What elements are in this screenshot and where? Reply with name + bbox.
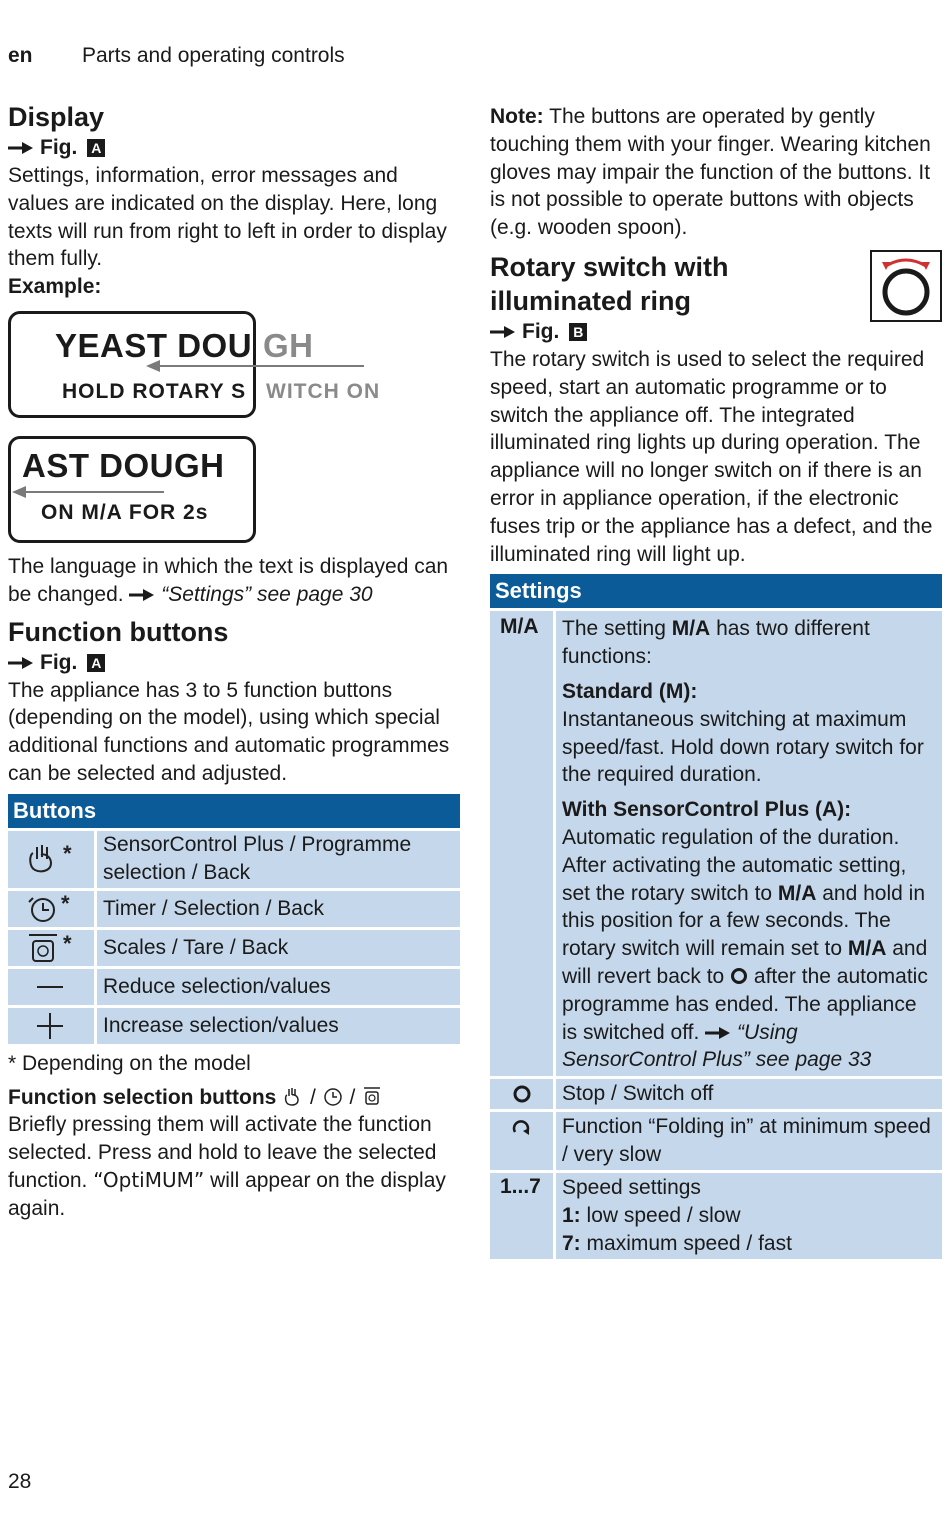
rotary-section xyxy=(490,250,942,318)
setting-description: Stop / Switch off xyxy=(556,1079,942,1109)
table-row xyxy=(490,1173,942,1259)
selection-body-text: will appear on the display again. xyxy=(8,1168,446,1220)
display-example-1 xyxy=(8,303,463,423)
setting-description xyxy=(556,611,942,1076)
language-text: The language in which the text is displayed can be changed. xyxy=(8,554,449,606)
off-circle-icon xyxy=(730,967,748,985)
right-column xyxy=(490,100,942,1259)
fig-letter-badge: B xyxy=(569,323,587,341)
rotary-heading-line: illuminated ring xyxy=(490,285,692,316)
button-description: Timer / Selection / Back xyxy=(97,891,460,927)
sensorcontrol-icon xyxy=(282,1085,304,1107)
svg-text:*: * xyxy=(63,930,72,956)
text-bold: 1: xyxy=(562,1204,581,1228)
selection-body-text: Briefly pressing them will activate the function selected. Press and hold to leave the selected function. xyxy=(8,1113,437,1192)
setting-description: Function “Folding in” at minimum speed / very slow xyxy=(556,1112,942,1170)
buttons-table-header: Buttons xyxy=(8,794,460,828)
buttons-table xyxy=(8,794,460,1044)
button-description: SensorControl Plus / Programme selection / Back xyxy=(97,831,460,888)
setting-description xyxy=(556,1173,942,1259)
sensorcontrol-icon xyxy=(8,831,94,888)
settings-page-link[interactable]: “Settings” see page 30 xyxy=(161,582,373,606)
off-circle-icon xyxy=(490,1079,553,1109)
separator: / xyxy=(310,1085,316,1109)
display-small-text: HOLD ROTARY S xyxy=(62,379,247,403)
text: maximum speed / fast xyxy=(580,1232,792,1256)
selection-heading-line xyxy=(8,1084,463,1112)
arrow-right-icon xyxy=(8,656,34,670)
svg-text:*: * xyxy=(61,892,70,916)
ma-intro xyxy=(562,615,936,671)
function-buttons-body: The appliance has 3 to 5 function buttons (depending on the model), using which special additional functions and automatic programmes can be selected and adjusted. xyxy=(8,678,450,785)
button-description: Reduce selection/values xyxy=(97,969,460,1005)
sensor-heading: With SensorControl Plus (A): xyxy=(562,798,852,822)
text: has two different functions: xyxy=(562,617,870,669)
text: after the automatic programme has ended. The appliance is switched off. xyxy=(562,964,928,1044)
display-big-text-overflow: GH xyxy=(263,326,314,364)
table-row xyxy=(8,1008,460,1044)
settings-table-header: Settings xyxy=(490,574,942,608)
selection-heading: Function selection buttons xyxy=(8,1085,277,1109)
text: and hold in this position for a few seconds. The rotary switch will remain set to xyxy=(562,881,926,961)
button-description: Scales / Tare / Back xyxy=(97,930,460,966)
scales-icon xyxy=(8,930,94,966)
table-row xyxy=(8,831,460,888)
display-small-text-overflow: WITCH ON xyxy=(266,379,381,403)
fig-letter-badge: A xyxy=(87,654,105,672)
arrow-right-icon xyxy=(8,141,34,155)
rotary-switch-icon xyxy=(870,250,942,322)
setting-key: 1...7 xyxy=(490,1173,553,1259)
note-text: The buttons are operated by gently touching them with your finger. Wearing kitchen gloves may impair the function of the buttons. It is not possible to operate buttons with objects (e.g. wooden spoon). xyxy=(490,105,931,240)
display-heading: Display xyxy=(8,102,105,132)
rotary-heading-line: Rotary switch with xyxy=(490,251,729,282)
page-number: 28 xyxy=(8,1470,32,1493)
scroll-arrow-left-icon xyxy=(12,485,164,499)
svg-text:*: * xyxy=(63,841,72,867)
speed-7 xyxy=(562,1230,936,1258)
scroll-arrow-left-icon xyxy=(146,359,364,373)
table-row xyxy=(490,611,942,1076)
table-row xyxy=(8,969,460,1005)
separator: / xyxy=(349,1085,356,1109)
table-row xyxy=(490,1079,942,1109)
text: and will revert back to xyxy=(562,937,928,988)
button-description: Increase selection/values xyxy=(97,1008,460,1044)
speed-1 xyxy=(562,1202,936,1230)
arrow-right-icon xyxy=(490,325,516,339)
fig-label: Fig. xyxy=(522,319,560,343)
arrow-right-icon xyxy=(129,588,155,602)
setting-key: M/A xyxy=(490,611,553,1076)
display-small-text: ON M/A FOR 2s xyxy=(41,500,209,524)
scales-icon xyxy=(361,1085,383,1107)
fig-label: Fig. xyxy=(40,136,78,159)
fig-label: Fig. xyxy=(40,650,78,674)
timer-icon xyxy=(8,891,94,927)
speed-title: Speed settings xyxy=(562,1176,701,1200)
selection-body xyxy=(8,1111,463,1222)
text: The setting xyxy=(562,617,672,641)
table-row xyxy=(490,1112,942,1170)
arrow-right-icon xyxy=(705,1026,731,1040)
standard-heading: Standard (M): xyxy=(562,679,698,703)
footnote: * Depending on the model xyxy=(8,1051,251,1075)
table-row xyxy=(8,891,460,927)
text-bold: M/A xyxy=(847,937,887,961)
function-fig-ref xyxy=(8,649,463,677)
settings-table xyxy=(490,574,942,1259)
text-bold: 7: xyxy=(562,1232,581,1256)
text-bold: M/A xyxy=(777,881,817,905)
left-column xyxy=(8,100,463,1223)
display-example-2 xyxy=(8,433,463,561)
minus-icon xyxy=(8,969,94,1005)
display-body: Settings, information, error messages and values are indicated on the display. Here, long texts will run from right to left in order to display them fully. xyxy=(8,164,447,271)
display-fig-ref xyxy=(8,134,463,162)
language-code: en xyxy=(8,44,33,67)
display-big-text: AST DOUGH xyxy=(22,446,225,484)
note-label: Note: xyxy=(490,105,544,128)
optimum-label: “OptiMUM” xyxy=(93,1167,205,1192)
text: Automatic regulation of the duration. After activating the automatic setting, set the rotary switch to xyxy=(562,825,907,905)
section-title: Parts and operating controls xyxy=(82,44,345,67)
text: low speed / slow xyxy=(580,1204,741,1228)
standard-body: Instantaneous switching at maximum speed/fast. Hold down rotary switch for the required duration. xyxy=(562,707,924,787)
folding-in-icon xyxy=(490,1112,553,1170)
sensor-body xyxy=(562,824,936,1074)
sensorcontrol-page-link[interactable]: “Using SensorControl Plus” see page 33 xyxy=(562,1020,872,1072)
text-bold: M/A xyxy=(671,617,711,641)
display-big-text: YEAST DOU xyxy=(55,326,253,364)
function-buttons-heading: Function buttons xyxy=(8,616,229,647)
timer-icon xyxy=(322,1085,344,1107)
note-paragraph xyxy=(490,103,942,242)
table-row xyxy=(8,930,460,966)
example-label: Example: xyxy=(8,275,102,299)
fig-letter-badge: A xyxy=(87,139,105,157)
rotary-body: The rotary switch is used to select the required speed, start an automatic programme or to switch the appliance off. The integrated illuminated ring lights up during operation. The appliance will no longer switch on if there is an error in appliance operation, if the electronic fuses trip or the appliance has a defect, and the illuminated ring will light up. xyxy=(490,347,933,566)
language-paragraph xyxy=(8,553,463,609)
plus-icon xyxy=(8,1008,94,1044)
